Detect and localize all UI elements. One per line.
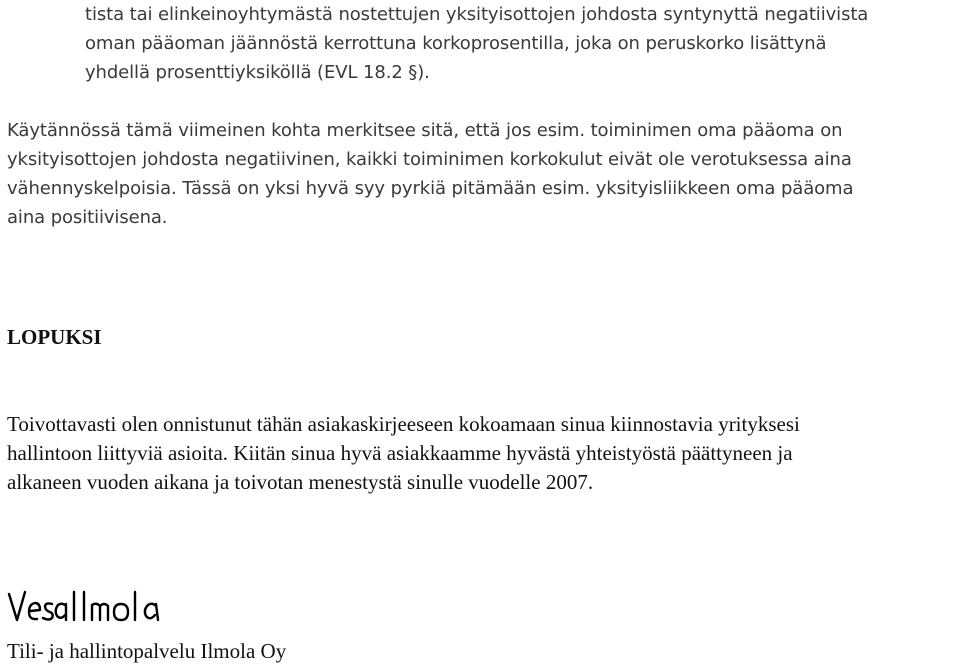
text-line: hallintoon liittyviä asioita. Kiitän sinua hyvä asiakkaamme hyvästä yhteistyöstä päättyneen ja (7, 441, 793, 465)
text-line: yhdellä prosenttiyksiköllä (EVL 18.2 §). (85, 62, 430, 83)
text-line: Käytännössä tämä viimeinen kohta merkitsee sitä, että jos esim. toiminimen oma pääoma on (7, 120, 843, 141)
text-line: alkaneen vuoden aikana ja toivotan menestystä sinulle vuodelle 2007. (7, 470, 594, 494)
text-line: aina positiivisena. (7, 207, 168, 228)
signature-image (6, 584, 166, 630)
company-name: Tili- ja hallintopalvelu Ilmola Oy (7, 639, 287, 663)
section-heading: LOPUKSI (7, 325, 102, 349)
text-line: yksityisottojen johdosta negatiivinen, kaikki toiminimen korkokulut eivät ole verotuksessa aina (7, 149, 852, 170)
text-line: tista tai elinkeinoyhtymästä nostettujen yksityisottojen johdosta syntynyttä negatiivista (85, 4, 869, 25)
text-line: oman pääoman jäännöstä kerrottuna korkoprosentilla, joka on peruskorko lisättynä (85, 33, 827, 54)
paragraph-practical-note (7, 116, 853, 232)
text-line: Toivottavasti olen onnistunut tähän asiakaskirjeeseen kokoamaan sinua kiinnostavia yrityksesi (7, 412, 800, 436)
paragraph-closing (7, 410, 800, 497)
paragraph-evl-interest (85, 0, 868, 87)
text-line: vähennyskelpoisia. Tässä on yksi hyvä syy pyrkiä pitämään esim. yksityisliikkeen oma pääoma (7, 178, 854, 199)
